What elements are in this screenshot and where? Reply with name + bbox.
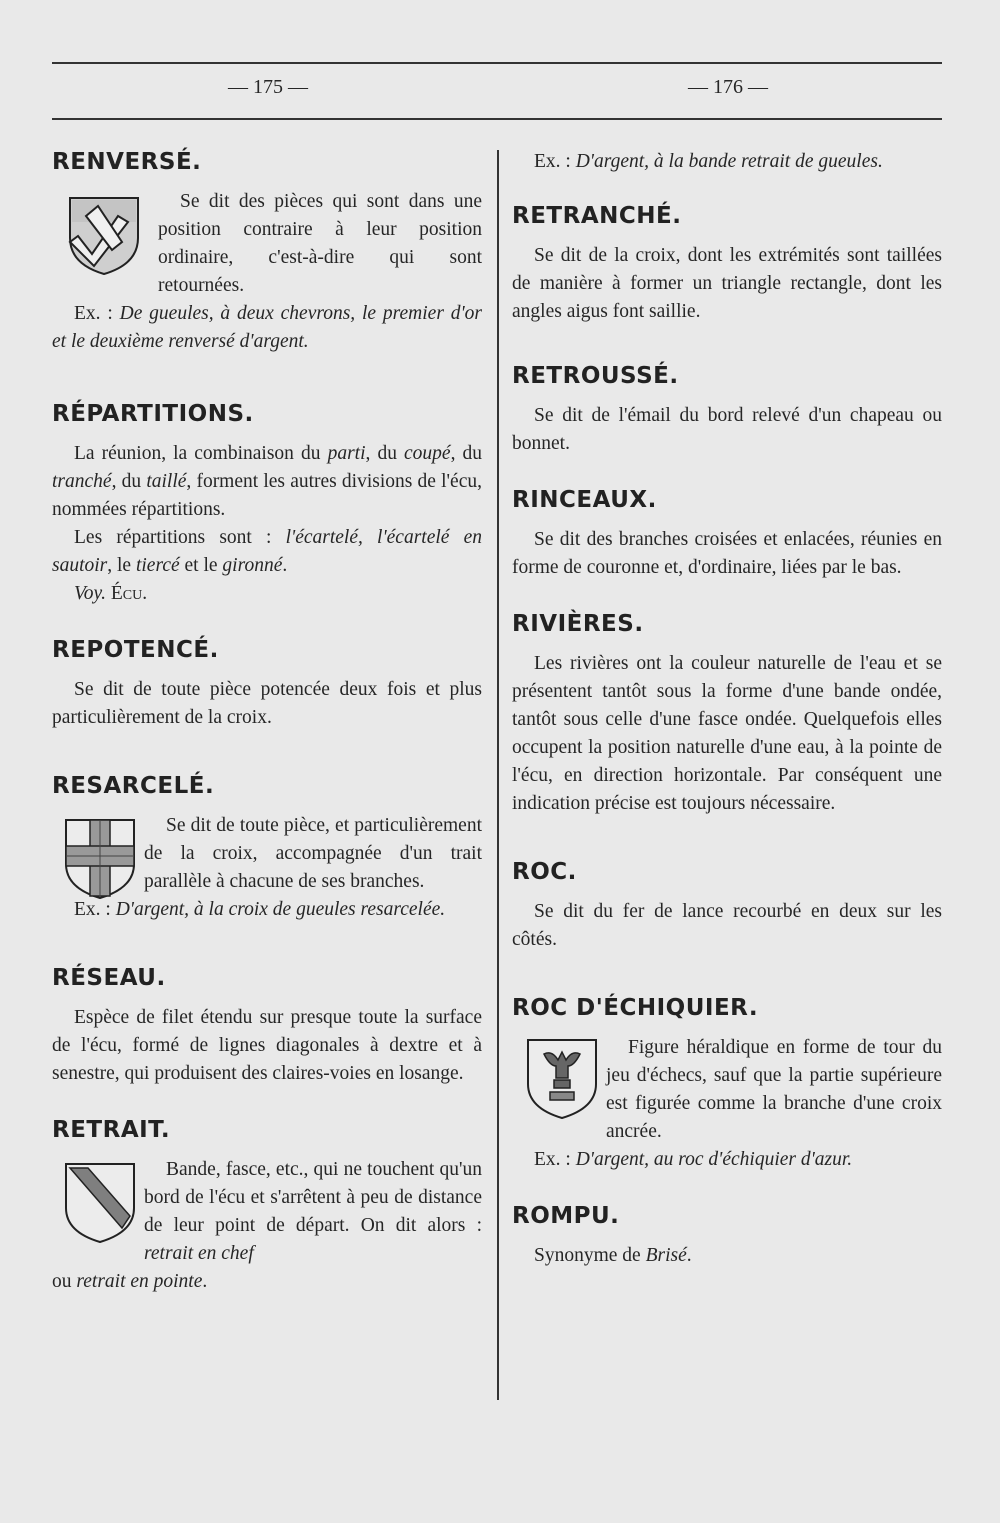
entry-repotence [52, 636, 482, 732]
entry-title: RIVIÈRES. [512, 611, 644, 637]
entry-title: RETRANCHÉ. [512, 203, 682, 229]
entry-renverse [52, 148, 482, 356]
right-column [512, 148, 942, 1298]
column-divider [497, 150, 499, 1400]
entry-title: ROMPU. [512, 1203, 620, 1229]
entry-title: ROC D'ÉCHIQUIER. [512, 995, 759, 1021]
entry-retranche [512, 202, 942, 326]
entry-reseau [52, 964, 482, 1088]
entry-text: Se dit des pièces qui sont dans une position contraire à leur position ordinaire, c'est-à-dire qui sont retournées. [158, 191, 482, 296]
entry-text: Se dit de l'émail du bord relevé d'un chapeau ou bonnet. [512, 405, 942, 454]
entry-title: RÉPARTITIONS. [52, 401, 254, 427]
entry-text: Figure héraldique en forme de tour du jeu d'échecs, sauf que la partie supérieure est figurée comme la branche d'une croix ancrée. [606, 1037, 942, 1142]
entry-body [52, 1156, 482, 1296]
entry-text: Se dit de toute pièce potencée deux fois et plus particulièrement de la croix. [52, 679, 482, 728]
entry-text: Les rivières ont la couleur naturelle de l'eau et se présentent tantôt sous la forme d'une bande ondée, tantôt sous celle d'une fasce ondée. Quelquefois elles occupent la position naturelle d'une eau, à la pointe de l'écu, en direction horizontale. Par conséquent une indication précise est toujours nécessaire. [512, 653, 942, 814]
entry-retrait [52, 1116, 482, 1296]
header-rule [52, 118, 942, 120]
entry-title: RESARCELÉ. [52, 773, 215, 799]
entry-resarcele [52, 772, 482, 924]
entry-text: Synonyme de Brisé. [534, 1245, 692, 1266]
entry-rompu [512, 1202, 942, 1270]
left-page-number: — 175 — [228, 76, 308, 98]
entry-example: Ex. : D'argent, à la bande retrait de gueules. [534, 151, 883, 172]
entry-see-also: Voy. Écu. [74, 583, 148, 604]
entry-title: REPOTENCÉ. [52, 637, 219, 663]
entry-rinceaux [512, 486, 942, 582]
example-text: De gueules, à deux chevrons, le premier d'or et le deuxième renversé d'argent. [52, 303, 482, 352]
entry-rivieres [512, 610, 942, 818]
entry-text: Se dit des branches croisées et enlacées, réunies en forme de couronne et, d'ordinaire, liées par le bas. [512, 529, 942, 578]
entry-text: Se dit de la croix, dont les extrémités sont taillées de manière à former un triangle rectangle, dont les angles aigus font saillie. [512, 245, 942, 322]
entry-title: ROC. [512, 859, 577, 885]
entry-text-2: Les répartitions sont : l'écartelé, l'écartelé en sautoir, le tiercé et le gironné. [52, 527, 483, 576]
left-column [52, 148, 482, 1324]
example-label: Ex. : [74, 303, 113, 324]
entry-example [52, 300, 482, 356]
entry-body [52, 812, 482, 924]
entry-title: RÉSEAU. [52, 965, 166, 991]
right-page-number: — 176 — [688, 76, 768, 98]
entry-text-cont: ou retrait en pointe. [52, 1271, 208, 1292]
entry-body [52, 188, 482, 356]
entry-repartitions [52, 400, 482, 608]
shield-chess-rook-icon [522, 1036, 602, 1122]
entry-title: RINCEAUX. [512, 487, 657, 513]
top-rule [52, 62, 942, 64]
entry-text: La réunion, la combinaison du parti, du coupé, du tranché, du taillé, forment les autres divisions de l'écu, nommées répartitions. [52, 443, 483, 520]
entry-example: Ex. : D'argent, à la croix de gueules resarcelée. [74, 899, 446, 920]
entry-roc-echiquier [512, 994, 942, 1174]
entry-retrait-example [512, 148, 942, 176]
shield-bend-icon [60, 1160, 140, 1246]
entry-title: RETROUSSÉ. [512, 363, 679, 389]
shield-cross-icon [60, 816, 140, 902]
entry-title: RENVERSÉ. [52, 149, 202, 175]
shield-chevrons-icon [64, 192, 144, 278]
entry-title: RETRAIT. [52, 1117, 171, 1143]
entry-body [512, 1034, 942, 1174]
entry-roc [512, 858, 942, 954]
entry-text: Se dit de toute pièce, et particulièrement de la croix, accompagnée d'un trait parallèle à chacune de ses branches. [144, 815, 482, 892]
entry-text: Espèce de filet étendu sur presque toute la surface de l'écu, formé de lignes diagonales à dextre et à senestre, qui produisent des claires-voies en losange. [52, 1007, 482, 1084]
entry-example: Ex. : D'argent, au roc d'échiquier d'azur. [534, 1149, 853, 1170]
entry-retrousse [512, 362, 942, 458]
entry-text: Bande, fasce, etc., qui ne touchent qu'un bord de l'écu et s'arrêtent à peu de distance de leur point de départ. On dit alors : retrait en chef [144, 1159, 482, 1264]
see-also-link: Écu. [110, 583, 148, 604]
entry-text: Se dit du fer de lance recourbé en deux sur les côtés. [512, 901, 942, 950]
